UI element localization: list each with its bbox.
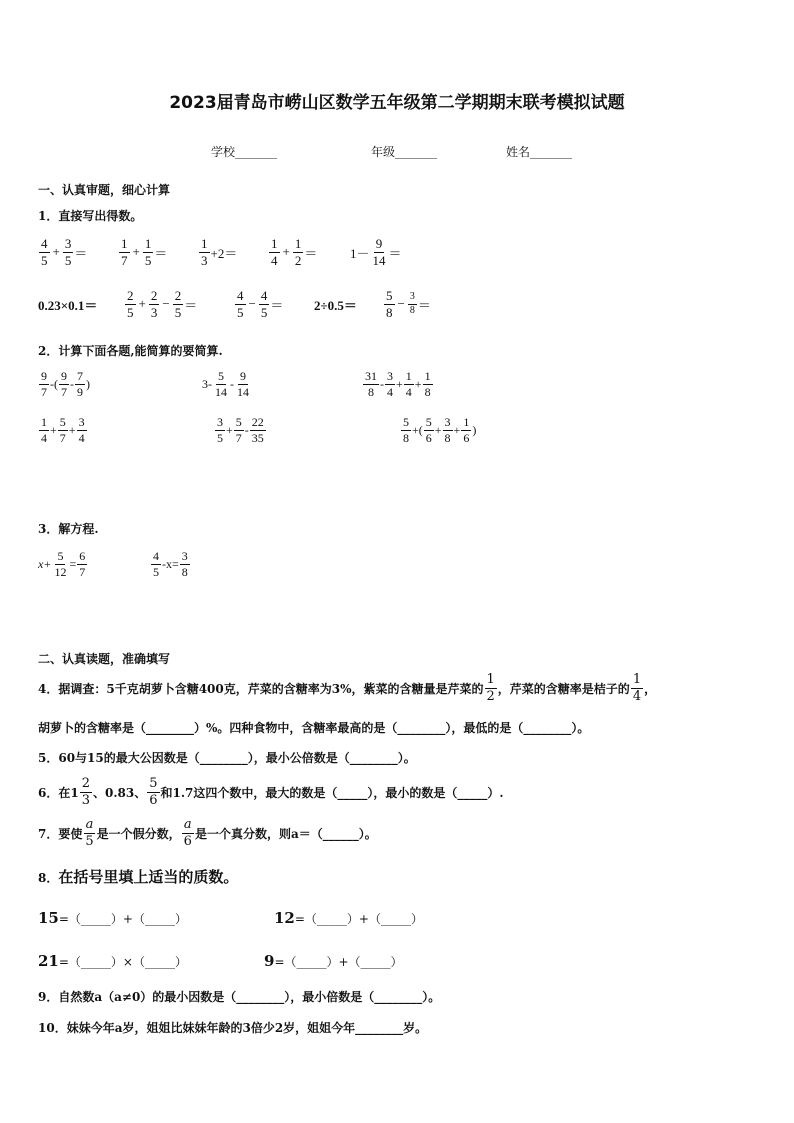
denominator: 5 xyxy=(64,252,72,268)
grade-field xyxy=(371,143,437,160)
denominator: 8 xyxy=(386,304,393,320)
denominator: 5 xyxy=(127,304,134,320)
denominator: 7 xyxy=(41,384,47,399)
numerator: 2 xyxy=(150,287,158,303)
fraction xyxy=(461,416,471,444)
q1-expr-10 xyxy=(383,282,431,326)
fraction xyxy=(77,550,87,578)
fraction xyxy=(58,416,68,444)
denominator: 7 xyxy=(61,384,67,399)
fraction xyxy=(259,289,270,319)
q1-expr-7 xyxy=(124,282,197,326)
denominator: 6 xyxy=(183,833,192,849)
fraction xyxy=(75,370,85,398)
numerator: 1 xyxy=(632,671,642,687)
math-token: + xyxy=(68,422,76,437)
q5: 5．60与15的最大公因数是（________），最小公倍数是（________）。 xyxy=(38,751,416,765)
fraction xyxy=(235,370,251,398)
math-token: 2÷0.5＝ xyxy=(314,297,357,313)
fraction xyxy=(173,289,184,319)
numerator: 5 xyxy=(386,287,393,303)
fraction xyxy=(293,237,304,267)
denominator: 5 xyxy=(217,430,223,445)
q1-expr-9 xyxy=(314,282,357,326)
denominator: 3 xyxy=(81,792,90,808)
numerator: 4 xyxy=(237,287,244,303)
numerator: 5 xyxy=(149,775,158,791)
fraction xyxy=(443,416,453,444)
q3-equation-2 xyxy=(150,542,191,586)
math-token: ) xyxy=(86,376,90,391)
fraction xyxy=(119,237,130,267)
q6 xyxy=(38,770,504,814)
numerator: 5 xyxy=(57,548,64,563)
numerator: a xyxy=(183,816,192,832)
numerator: 2 xyxy=(174,287,182,303)
numerator: 3 xyxy=(78,414,85,429)
fraction xyxy=(39,416,49,444)
denominator: 4 xyxy=(271,252,278,268)
q9: 9．自然数a（a≠0）的最小因数是（________），最小倍数是（________）。 xyxy=(38,990,441,1004)
math-token: +2＝ xyxy=(210,245,238,261)
numerator: 1 xyxy=(463,414,470,429)
denominator: 4 xyxy=(78,430,85,445)
q8-equation-3: 21=（_____）×（_____） xyxy=(38,952,187,970)
fraction xyxy=(39,370,49,398)
math-token: 6．在1 xyxy=(38,785,79,800)
math-token: ) xyxy=(472,422,477,437)
denominator: 8 xyxy=(181,564,188,579)
numerator: 6 xyxy=(79,548,86,563)
q4-line-1 xyxy=(38,666,656,710)
denominator: 14 xyxy=(372,252,386,268)
denominator: 9 xyxy=(77,384,83,399)
denominator: 35 xyxy=(251,430,264,445)
numerator: 1 xyxy=(121,235,128,251)
name-blank[interactable]: _______ xyxy=(530,145,573,159)
math-token: -x= xyxy=(162,556,179,571)
numerator: 1 xyxy=(41,414,47,429)
q2-expr-3 xyxy=(362,362,434,406)
math-token: 4．据调查：5千克胡萝卜含糖400克，芹菜的含糖率为3%，紫菜的含糖量是芹菜的 xyxy=(38,681,484,696)
math-token: ＝ xyxy=(74,245,88,261)
denominator: 8 xyxy=(368,384,374,399)
denominator: 8 xyxy=(424,384,431,399)
q10: 10．妹妹今年a岁，姐姐比妹妹年龄的3倍少2岁，姐姐今年________岁。 xyxy=(38,1021,428,1035)
denominator: 5 xyxy=(237,304,244,320)
denominator: 14 xyxy=(237,384,249,399)
math-token: + xyxy=(434,422,442,437)
denominator: 12 xyxy=(54,564,67,579)
q2-stem: 2．计算下面各题,能简算的要简算. xyxy=(38,344,223,358)
fraction xyxy=(371,237,388,267)
grade-label: 年级 xyxy=(371,145,396,159)
fraction xyxy=(80,777,92,807)
math-token: + xyxy=(282,244,290,259)
q1-expr-4 xyxy=(268,230,317,274)
math-token: + xyxy=(138,296,146,311)
fraction xyxy=(485,673,497,703)
math-token: 是一个假分数， xyxy=(96,826,181,841)
numerator: 5 xyxy=(218,368,224,383)
denominator: 5 xyxy=(144,252,152,268)
q4-line-2: 胡萝卜的含糖率是（________）%。四种食物中，含糖率最高的是（________），最低的是（________）。 xyxy=(38,721,590,735)
denominator: 7 xyxy=(235,430,242,445)
numerator: 9 xyxy=(375,235,383,251)
fraction xyxy=(363,370,379,398)
fraction xyxy=(143,237,154,267)
school-blank[interactable]: _______ xyxy=(235,145,278,159)
numerator: 1 xyxy=(486,671,495,687)
numerator: 1 xyxy=(201,235,208,251)
fraction xyxy=(125,289,136,319)
math-token: x+ xyxy=(38,556,52,571)
math-token: + xyxy=(132,244,140,259)
denominator: 5 xyxy=(174,304,182,320)
denominator: 2 xyxy=(294,252,302,268)
numerator: 1 xyxy=(271,235,278,251)
fraction xyxy=(401,416,411,444)
math-token: ＝ xyxy=(270,297,284,313)
fraction xyxy=(384,289,395,319)
math-token: 、0.83、 xyxy=(92,785,147,800)
numerator: 5 xyxy=(235,414,242,429)
numerator: 4 xyxy=(260,287,268,303)
denominator: 6 xyxy=(425,430,432,445)
fraction xyxy=(631,673,643,703)
denominator: 6 xyxy=(149,792,158,808)
numerator: 3 xyxy=(387,368,393,383)
fraction xyxy=(213,370,229,398)
fraction xyxy=(385,370,395,398)
q1-expr-1 xyxy=(38,230,87,274)
fraction xyxy=(199,237,210,267)
q2-expr-6 xyxy=(400,408,476,452)
denominator: 2 xyxy=(486,688,495,704)
q3-equation-1 xyxy=(38,542,88,586)
numerator: 4 xyxy=(41,235,48,251)
math-token: - xyxy=(230,376,234,391)
fraction xyxy=(269,237,280,267)
q1-expr-6 xyxy=(38,282,97,326)
fraction xyxy=(215,416,225,444)
q8-equation-2: 12=（_____）+（_____） xyxy=(274,909,423,927)
q1-expr-8 xyxy=(234,282,283,326)
fraction xyxy=(151,550,161,578)
numerator: 1 xyxy=(405,368,412,383)
denominator: 4 xyxy=(387,384,393,399)
q7 xyxy=(38,811,377,855)
math-token: 1－ xyxy=(350,245,370,261)
numerator: 1 xyxy=(424,368,431,383)
numerator: 7 xyxy=(77,368,83,383)
denominator: 6 xyxy=(463,430,470,445)
fraction xyxy=(235,289,246,319)
section1-heading: 一、认真审题，细心计算 xyxy=(38,183,171,197)
math-token: = xyxy=(69,556,77,571)
fraction xyxy=(77,416,87,444)
fraction xyxy=(52,550,68,578)
numerator: 3 xyxy=(217,414,223,429)
numerator: 31 xyxy=(365,368,377,383)
math-token: ，芹菜的含糖率是桔子的 xyxy=(497,681,630,696)
name-field xyxy=(506,143,572,160)
fraction xyxy=(83,818,95,848)
math-token: − xyxy=(162,296,170,311)
q2-expr-5 xyxy=(214,408,267,452)
math-token: +( xyxy=(412,422,423,437)
fraction xyxy=(423,370,433,398)
section2-heading: 二、认真读题，准确填写 xyxy=(38,652,171,666)
numerator: 4 xyxy=(153,548,159,563)
q3-stem: 3．解方程. xyxy=(38,522,99,536)
q8-stem: 8．在括号里填上适当的质数。 xyxy=(38,868,239,886)
math-token: - xyxy=(244,422,249,437)
numerator: 22 xyxy=(251,414,264,429)
numerator: 3 xyxy=(408,292,417,305)
math-token: 是一个真分数，则a＝（______）。 xyxy=(194,826,377,841)
math-token: 0.23×0.1＝ xyxy=(38,297,98,313)
denominator: 4 xyxy=(41,430,47,445)
q1-expr-2 xyxy=(118,230,167,274)
math-token: ＝ xyxy=(154,245,168,261)
page-title: 2023届青岛市崂山区数学五年级第二学期期末联考模拟试题 xyxy=(169,93,625,113)
fraction xyxy=(250,416,266,444)
numerator: 1 xyxy=(294,235,302,251)
math-token: + xyxy=(226,422,233,437)
math-token: − xyxy=(248,296,256,311)
fraction xyxy=(39,237,50,267)
denominator: 5 xyxy=(153,564,159,579)
q2-expr-4 xyxy=(38,408,88,452)
fraction xyxy=(424,416,434,444)
math-token: + xyxy=(52,244,60,259)
q2-expr-1 xyxy=(38,362,90,406)
numerator: 9 xyxy=(41,368,47,383)
denominator: 8 xyxy=(409,304,415,316)
math-token: 3- xyxy=(202,376,212,391)
q8-equation-4: 9=（_____）+（_____） xyxy=(264,952,403,970)
math-token: + xyxy=(414,376,422,391)
fraction xyxy=(149,289,160,319)
denominator: 4 xyxy=(632,688,642,704)
fraction xyxy=(234,416,244,444)
math-token: ＝ xyxy=(304,245,318,261)
math-token: ， xyxy=(644,681,657,696)
numerator: 2 xyxy=(81,775,90,791)
denominator: 3 xyxy=(150,304,158,320)
numerator: a xyxy=(85,816,94,832)
fraction xyxy=(182,818,194,848)
numerator: 2 xyxy=(127,287,134,303)
math-token: -( xyxy=(50,376,58,391)
q1-expr-3 xyxy=(198,230,237,274)
school-label: 学校 xyxy=(211,145,236,159)
fraction xyxy=(404,370,414,398)
q1-expr-5 xyxy=(350,230,402,274)
numerator: 9 xyxy=(240,368,246,383)
numerator: 3 xyxy=(64,235,72,251)
numerator: 3 xyxy=(181,548,188,563)
name-label: 姓名 xyxy=(506,145,531,159)
numerator: 5 xyxy=(425,414,432,429)
math-token: − xyxy=(397,296,405,311)
denominator: 14 xyxy=(215,384,227,399)
denominator: 8 xyxy=(403,430,409,445)
denominator: 8 xyxy=(444,430,451,445)
denominator: 7 xyxy=(79,564,86,579)
grade-blank[interactable]: _______ xyxy=(395,145,438,159)
fraction xyxy=(63,237,74,267)
fraction xyxy=(180,550,190,578)
math-token: ＝ xyxy=(388,245,402,261)
fraction xyxy=(408,292,417,316)
numerator: 9 xyxy=(61,368,67,383)
numerator: 3 xyxy=(444,414,451,429)
fraction xyxy=(59,370,69,398)
math-token: 和1.7这四个数中，最大的数是（_____），最小的数是（_____）. xyxy=(160,785,504,800)
denominator: 5 xyxy=(85,833,94,849)
math-token: ＝ xyxy=(417,297,431,313)
math-token: 7．要使 xyxy=(38,826,83,841)
math-token: - xyxy=(70,376,74,391)
denominator: 4 xyxy=(405,384,412,399)
math-token: + xyxy=(453,422,461,437)
math-token: - xyxy=(380,376,384,391)
numerator: 1 xyxy=(144,235,152,251)
math-token: ＝ xyxy=(184,297,198,313)
q1-stem: 1．直接写出得数。 xyxy=(38,209,143,223)
q8-equation-1: 15=（_____）+（_____） xyxy=(38,909,187,927)
q2-expr-2 xyxy=(202,362,252,406)
denominator: 3 xyxy=(201,252,208,268)
denominator: 5 xyxy=(41,252,48,268)
math-token: + xyxy=(396,376,403,391)
denominator: 7 xyxy=(59,430,66,445)
numerator: 5 xyxy=(403,414,409,429)
numerator: 5 xyxy=(59,414,66,429)
school-field xyxy=(211,143,277,160)
math-token: + xyxy=(50,422,57,437)
denominator: 5 xyxy=(260,304,268,320)
fraction xyxy=(147,777,159,807)
denominator: 7 xyxy=(121,252,128,268)
